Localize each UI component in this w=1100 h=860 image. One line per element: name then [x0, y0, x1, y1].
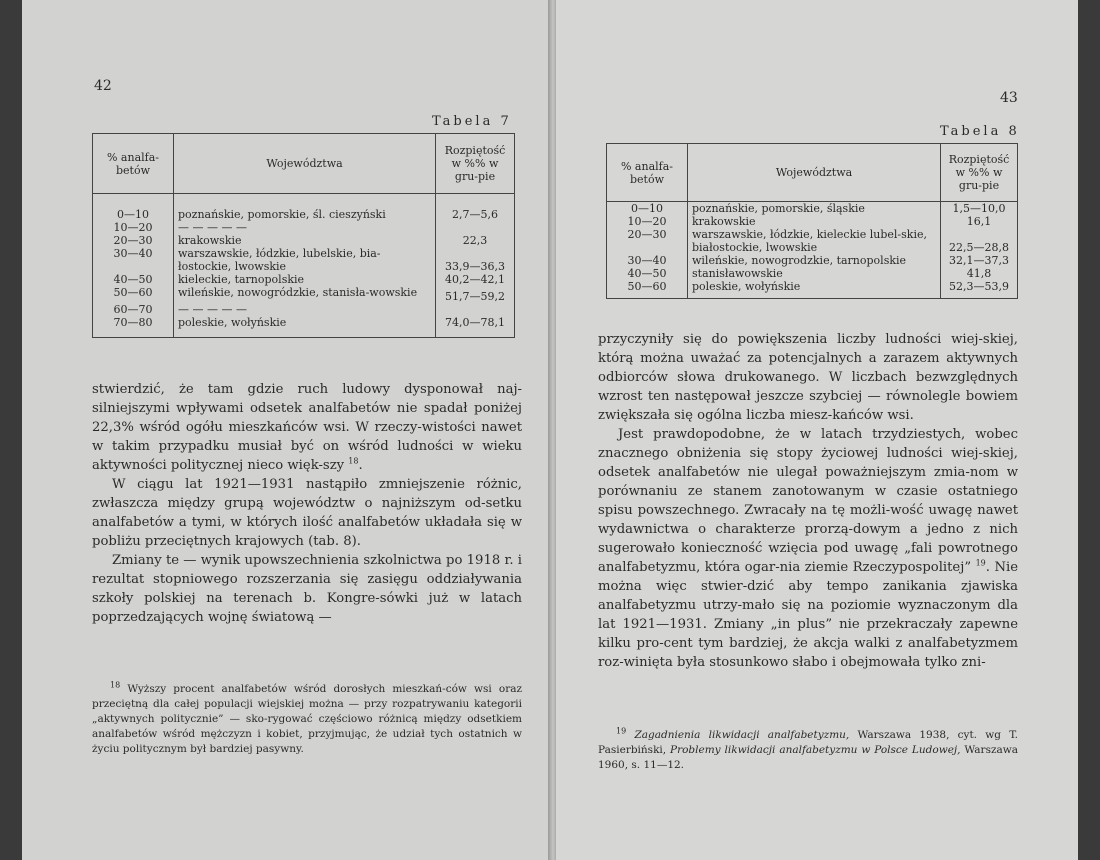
footnote-mark: 19 [616, 726, 627, 736]
row-spread: 52,3—53,9 [941, 280, 1018, 298]
right-footnote [598, 728, 1018, 773]
footnote-mark: 18 [110, 680, 121, 690]
row-range: 10—20 [93, 221, 174, 234]
row-range: 70—80 [93, 316, 174, 338]
header-spread: Rozpiętość w %% w gru-pie [941, 144, 1018, 202]
row-region: krakowskie [688, 215, 941, 228]
row-region: warszawskie, łódzkie, kieleckie lubel-skie, białostockie, lwowskie [688, 228, 941, 254]
table-8 [606, 143, 1018, 299]
header-percent: % analfa-betów [607, 144, 688, 202]
table-row [607, 215, 1018, 228]
row-region: wileńskie, nowogrodzkie, tarnopolskie [688, 254, 941, 267]
row-range: 40—50 [93, 273, 174, 286]
header-regions: Województwa [688, 144, 941, 202]
table-row [93, 303, 515, 316]
row-range: 20—30 [93, 234, 174, 247]
table-row [93, 208, 515, 221]
row-spread: 32,1—37,3 [941, 254, 1018, 267]
paragraph: W ciągu lat 1921—1931 nastąpiło zmniejszenie różnic, zwłaszcza między grupą województw o najniższym od-setku analfabetów a tymi, w których ilość analfabetów układała się w pobliżu przeciętnych krajowych (tab. 8). [92, 477, 522, 549]
row-spread: 16,1 [941, 215, 1018, 228]
row-region: kieleckie, tarnopolskie [174, 273, 436, 286]
table-row [607, 254, 1018, 267]
paragraph: stwierdzić, że tam gdzie ruch ludowy dysponował naj-silniejszymi wpływami odsetek analfabetów nie spadał poniżej 22,3% wśród ogółu mieszkańców wsi. W rzeczy-wistości nawet w takim przypadku musiał być on wśród ludności w wieku aktywności politycznej nieco więk-szy $^{18}$. [92, 382, 522, 473]
table-row [93, 247, 515, 273]
table-7 [92, 133, 515, 338]
row-spread: 1,5—10,0 [941, 202, 1018, 216]
header-regions: Województwa [174, 134, 436, 194]
row-spread: 22,3 [436, 234, 515, 247]
row-region: poznańskie, pomorskie, śląskie [688, 202, 941, 216]
table-row [607, 202, 1018, 216]
row-region: krakowskie [174, 234, 436, 247]
row-spread: 51,7—59,2 [436, 286, 515, 303]
row-range: 40—50 [607, 267, 688, 280]
table-title: Tabela 8 [940, 124, 1020, 139]
row-range: 10—20 [607, 215, 688, 228]
table-title: Tabela 7 [432, 114, 512, 129]
row-spread: 33,9—36,3 [436, 247, 515, 273]
table-row [93, 316, 515, 338]
left-footnote [92, 682, 522, 757]
footnote-text: $^{18}$ Wyższy procent analfabetów wśród dorosłych mieszkań-ców wsi oraz przeciętną dla całej populacji wiejskiej można — przy rozpatrywaniu kategorii „aktywnych politycznie” — sko-rygować częściowo różnicą między odsetkiem analfabetów wśród mężczyzn i kobiet, przyjmując, że udział tych ostatnich w życiu politycznym był bardziej pasywny. [92, 680, 522, 755]
row-range: 20—30 [607, 228, 688, 254]
footnote-text: $^{19}$ Zagadnienia likwidacji analfabetyzmu, Warszawa 1938, cyt. wg T. Pasierbiński, Problemy likwidacji analfabetyzmu w Polsce Ludowej, Warszawa 1960, s. 11—12. [598, 726, 1019, 771]
table-row [93, 221, 515, 234]
row-region: poleskie, wołyńskie [174, 316, 436, 338]
row-range: 0—10 [93, 208, 174, 221]
row-spread: 41,8 [941, 267, 1018, 280]
paragraph: przyczyniły się do powiększenia liczby ludności wiej-skiej, którą można uważać za potencjalnych a zarazem aktywnych odbiorców słowa drukowanego. W liczbach bezwzględnych wzrost ten następował jeszcze szybciej — równolegle bowiem zwiększała się ogólna liczba miesz-kańców wsi. [598, 332, 1018, 423]
footnote-ref: 19 [975, 558, 986, 568]
table-row [607, 280, 1018, 298]
row-range: 30—40 [607, 254, 688, 267]
row-region: poleskie, wołyńskie [688, 280, 941, 298]
row-region: warszawskie, łódzkie, lubelskie, bia-łostockie, lwowskie [174, 247, 436, 273]
header-spread: Rozpiętość w %% w gru-pie [436, 134, 515, 194]
row-spread [436, 221, 515, 234]
footnote-ref: 18 [348, 456, 359, 466]
page-number: 43 [1000, 90, 1018, 106]
paragraph: Zmiany te — wynik upowszechnienia szkolnictwa po 1918 r. i rezultat stopniowego rozszerzania się zasięgu oddziaływania szkoły polskiej na terenach b. Kongre-sówki już w latach poprzedzających wojnę światową — [92, 553, 522, 625]
row-spread: 2,7—5,6 [436, 208, 515, 221]
row-spread: 22,5—28,8 [941, 228, 1018, 254]
row-range: 0—10 [607, 202, 688, 216]
table-row [93, 234, 515, 247]
row-spread: 74,0—78,1 [436, 316, 515, 338]
right-body-text [598, 330, 1018, 672]
row-range: 30—40 [93, 247, 174, 273]
row-region: — — — — — [174, 303, 436, 316]
header-percent: % analfa-betów [93, 134, 174, 194]
page-number: 42 [94, 78, 112, 94]
row-region: poznańskie, pomorskie, śl. cieszyński [174, 208, 436, 221]
left-body-text [92, 380, 522, 627]
row-range: 50—60 [93, 286, 174, 303]
paragraph: Jest prawdopodobne, że w latach trzydziestych, wobec znacznego obniżenia się stopy życiowej ludności wiej-skiej, odsetek analfabetów nie ulegał poważniejszym zmia-nom w porównaniu ze stanem zanotowanym w czasie ostatniego spisu powszechnego. Zwracały na tę możli-wość uwagę nawet wydawnictwa o charakterze prorzą-dowym a jedno z nich sugerowało konieczność wzięcia pod uwagę „fali powrotnego analfabetyzmu, która ogar-nia ziemie Rzeczypospolitej” $^{19}$. Nie można więc stwier-dzić aby tempo zanikania zjawiska analfabetyzmu utrzy-mało się na poziomie wyznaczonym dla lat 1921—1931. Zmiany „in plus” nie przekraczały zapewne kilku pro-cent tym bardziej, że akcja walki z analfabetyzmem roz-winięta była stosunkowo słabo i obejmowała tylko zni- [598, 427, 1018, 670]
left-page [22, 0, 552, 860]
table-row [607, 267, 1018, 280]
row-region: — — — — — [174, 221, 436, 234]
row-region: wileńskie, nowogródzkie, stanisła-wowskie [174, 286, 436, 303]
right-page [556, 0, 1078, 860]
row-spread [436, 303, 515, 316]
row-spread: 40,2—42,1 [436, 273, 515, 286]
row-range: 50—60 [607, 280, 688, 298]
row-range: 60—70 [93, 303, 174, 316]
table-row [607, 228, 1018, 254]
table-row [93, 286, 515, 303]
row-region: stanisławowskie [688, 267, 941, 280]
table-row [93, 273, 515, 286]
